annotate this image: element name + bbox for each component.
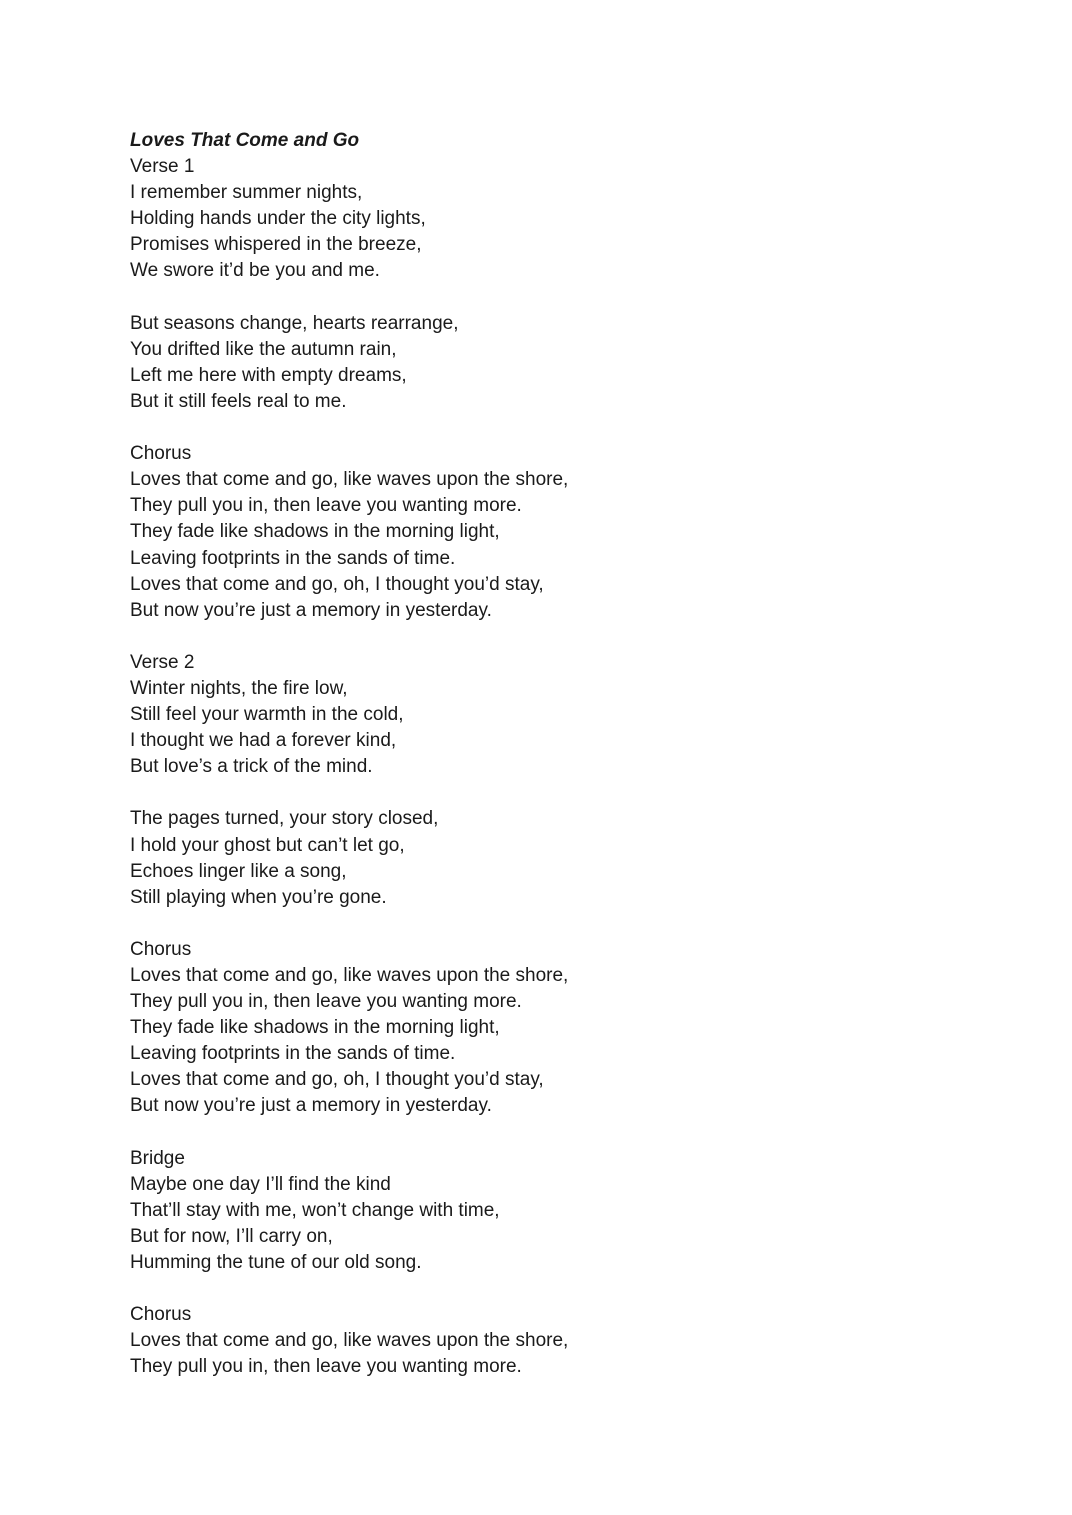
lyrics-body xyxy=(130,154,1030,1380)
lyric-line: I remember summer nights, xyxy=(130,182,363,204)
lyrics-section xyxy=(130,311,1030,415)
lyric-line: Humming the tune of our old song. xyxy=(130,1252,422,1274)
lyrics-section xyxy=(130,1146,1030,1276)
lyric-line: Echoes linger like a song, xyxy=(130,860,347,882)
lyric-line: Leaving footprints in the sands of time. xyxy=(130,1043,456,1065)
lyric-line: Promises whispered in the breeze, xyxy=(130,234,422,256)
lyric-line: You drifted like the autumn rain, xyxy=(130,338,397,360)
lyric-line: But now you’re just a memory in yesterday. xyxy=(130,1095,492,1117)
section-label: Chorus xyxy=(130,443,192,465)
lyric-line: The pages turned, your story closed, xyxy=(130,808,439,830)
lyric-line: Still playing when you’re gone. xyxy=(130,886,387,908)
section-label: Bridge xyxy=(130,1147,185,1169)
lyric-line: Loves that come and go, like waves upon the shore, xyxy=(130,1330,569,1352)
lyrics-section xyxy=(130,1302,1030,1380)
lyric-line: We swore it’d be you and me. xyxy=(130,260,380,282)
lyric-line: Maybe one day I’ll find the kind xyxy=(130,1173,391,1195)
song-title: Loves That Come and Go xyxy=(130,130,360,151)
lyric-line: Holding hands under the city lights, xyxy=(130,208,426,230)
lyric-line: They pull you in, then leave you wanting more. xyxy=(130,495,522,517)
lyrics-section xyxy=(130,937,1030,1120)
lyric-line: Left me here with empty dreams, xyxy=(130,364,407,386)
lyric-line: They fade like shadows in the morning light, xyxy=(130,1017,500,1039)
lyric-line: But love’s a trick of the mind. xyxy=(130,756,373,778)
lyric-line: Loves that come and go, like waves upon the shore, xyxy=(130,469,569,491)
lyrics-section xyxy=(130,806,1030,910)
section-label: Verse 2 xyxy=(130,651,195,673)
lyric-line: Loves that come and go, oh, I thought you’d stay, xyxy=(130,573,544,595)
lyric-line: But it still feels real to me. xyxy=(130,390,347,412)
lyric-line: But now you’re just a memory in yesterday. xyxy=(130,599,492,621)
lyric-line: They pull you in, then leave you wanting more. xyxy=(130,1356,522,1378)
lyrics-section xyxy=(130,441,1030,624)
section-label: Chorus xyxy=(130,1304,192,1326)
lyric-line: That’ll stay with me, won’t change with time, xyxy=(130,1199,500,1221)
lyric-line: But seasons change, hearts rearrange, xyxy=(130,312,459,334)
section-label: Chorus xyxy=(130,938,192,960)
lyrics-document xyxy=(130,128,1030,1381)
lyric-line: Loves that come and go, like waves upon the shore, xyxy=(130,965,569,986)
lyric-line: Loves that come and go, oh, I thought you’d stay, xyxy=(130,1069,544,1091)
lyric-line: I hold your ghost but can’t let go, xyxy=(130,834,405,856)
lyric-line: Leaving footprints in the sands of time. xyxy=(130,547,456,569)
lyric-line: I thought we had a forever kind, xyxy=(130,730,397,752)
lyrics-section xyxy=(130,650,1030,780)
lyric-line: Winter nights, the fire low, xyxy=(130,677,348,699)
lyric-line: They fade like shadows in the morning light, xyxy=(130,521,500,543)
lyric-line: They pull you in, then leave you wanting more. xyxy=(130,991,522,1013)
section-label: Verse 1 xyxy=(130,156,195,178)
lyric-line: Still feel your warmth in the cold, xyxy=(130,704,404,726)
lyrics-section xyxy=(130,154,1030,284)
lyric-line: But for now, I’ll carry on, xyxy=(130,1225,333,1247)
